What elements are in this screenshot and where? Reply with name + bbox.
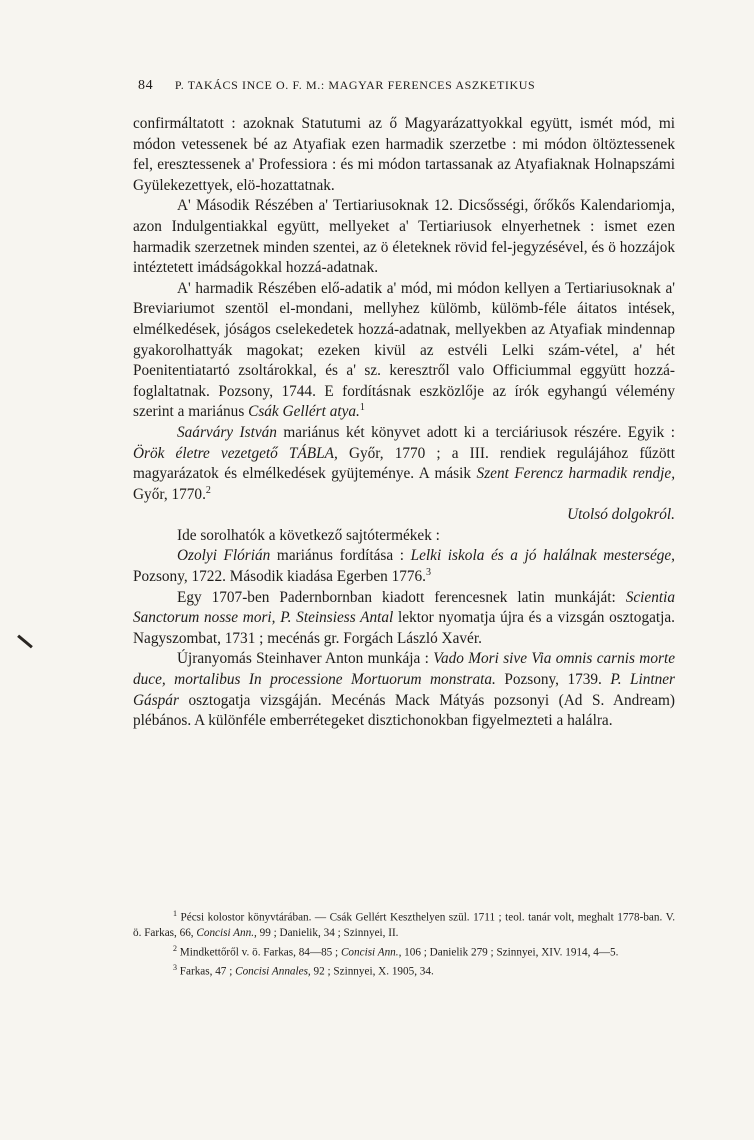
paragraph-text: Újranyomás Steinhaver Anton munkája : [177,650,429,668]
paragraph-text: mariánus két könyvet adott ki a terciáriusok részére. Egyik : [283,423,675,441]
footnote [133,960,675,980]
paragraph-text: Egy 1707-ben Padernbornban kiadott ferencesnek latin munkáját: [177,588,616,606]
footnotes [133,906,675,980]
paragraph-text: Pozsony, 1722. Második kiadása Egerben 1776. [133,568,427,586]
footnote-number: 3 [173,963,177,973]
paragraph-text: Pozsony, 1739. [504,671,602,689]
book-title: Lelki iskola és a jó halálnak mestersége, [410,547,676,565]
author-name: P. Lintner Gáspár [133,671,676,709]
running-head [138,78,658,94]
paragraph [133,423,675,505]
paragraph [133,588,675,650]
paragraph: confirmáltatott : azoknak Statutumi az ő Magyarázattyokkal együtt, ismét mód, mi módon vetessenek bé az Atyafiak ezen harmadik szerzetbe : mi módon öltöztessenek fel, eresztessenek a' Professiora : és mi módon tartassanak az Atyafiaknak Holnapszámi Gyülekezettyek, elö-hozattatnak. [133,115,675,194]
book-title: Szent Ferencz harmadik rendje, [476,465,676,483]
footnote-ref: 1 [359,402,365,414]
author-name: Saárváry István [177,423,277,441]
footnote-ref: 2 [205,484,211,496]
paragraph-text: Győr, 1770 ; a III. rendiek regulájához fűzött magyarázatok és elmélkedések gyüjteménye. A másik [133,444,675,483]
paragraph-text: osztogatja vizsgáján. Mecénás Mack Mátyás pozsonyi (Ad S. Andream) plébános. A különféle emberrétegeket disztichonokban figyelmezteti a halálra. [133,691,675,730]
paragraph [133,649,675,731]
footnote [133,941,675,961]
margin-mark [17,635,33,649]
footnote-text: 92 ; Szinnyei, X. 1905, 34. [313,966,434,979]
paragraph: A' Második Részében a' Tertiariusoknak 12. Dicsősségi, őrőkős Kalendariomja, azon Indulgentiakkal együtt, mellyeket a' Tertiariusok elnyerhetnek : ismet ezen harmadik szerzetnek minden szentei, az ö életeknek rövid fel-jegyzésével, és ö hozzájok intéztetett imádságokkal hozzá-adatnak. [133,197,675,277]
paragraph: Ide sorolhatók a következő sajtótermékek : [177,526,440,544]
footnote-text: Farkas, 47 ; [179,966,233,979]
footnote-number: 2 [173,943,177,953]
book-title: Vado Mori sive Via omnis carnis morte duce, mortalibus In processione Mortuorum monstrata. [133,650,675,689]
main-text [133,114,675,732]
paragraph [133,546,675,587]
page-number: 84 [138,78,154,93]
footnote-source: Concisi Annales, [235,966,311,979]
footnote [133,906,675,941]
footnote-text: Pécsi kolostor könyvtárában. — Csák Gellért Keszthelyen szül. 1711 ; teol. tanár volt, meghalt 1778-ban. V. ö. Farkas, 66, [133,911,676,939]
running-title: P. TAKÁCS INCE O. F. M.: MAGYAR FERENCES ASZKETIKUS [174,78,536,92]
footnote-text: Mindkettőről v. ö. Farkas, 84—85 ; [179,946,339,959]
paragraph-text: Győr, 1770. [133,485,206,503]
paragraph-text: A' harmadik Részében elő-adatik a' mód, mi módon kellyen a Tertiariusoknak a' Breviariumot szentöl el-mondani, mellyhez külömb, külömb-féle áitatos intések, elmélkedések, jóságos cselekedetek hozzá-adatnak, mellyekben az Atyafiak mindennap gyakorolhattyák magokat; ezeken kivül az estvéli Lelki szám-vétel, a' hét Poenitentiatartó zsoltárokkal, és a' sz. keresztről valo Officiummal eggyütt hozzá-foglaltatnak. Pozsony, 1744. E fordításnak eszközlője az írók egyhangú vélemény szerint a mariánus [133,279,675,421]
book-title: Örök életre vezetgető TÁBLA, [133,444,338,462]
footnote-number: 1 [173,909,177,918]
author-name: Csák Gellért atya. [248,403,360,421]
paragraph-text: lektor nyomatja újra és a vizsgán osztogatja. Nagyszombat, 1731 ; mecénás gr. Forgách László Xavér. [133,609,675,647]
section-heading: Utolsó dolgokról. [567,506,675,524]
paragraph-text: mariánus fordítása : [276,547,404,565]
footnote-source: Concisi Ann., [196,926,257,939]
footnote-text: 106 ; Danielik 279 ; Szinnyei, XIV. 1914, 4—5. [404,946,619,959]
footnote-source: Concisi Ann., [340,946,402,959]
author-name: Ozolyi Flórián [177,547,271,565]
footnote-text: 99 ; Danielik, 34 ; Szinnyei, II. [259,926,399,939]
book-title: Scientia Sanctorum nosse mori, P. Steinsiess Antal [133,588,676,627]
paragraph [133,279,675,423]
footnote-ref: 3 [426,566,432,578]
